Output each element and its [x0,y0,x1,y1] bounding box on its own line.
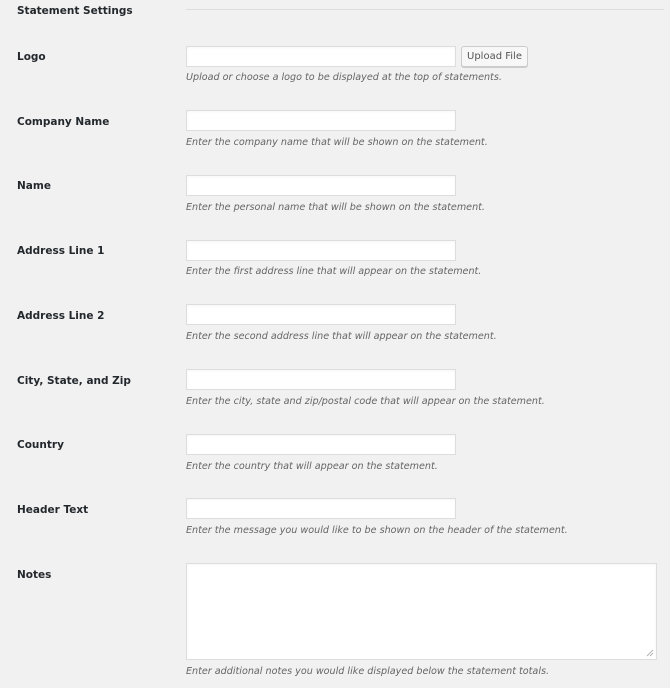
address-line-2-input[interactable] [186,304,456,325]
address-line-2-description: Enter the second address line that will appear on the statement. [186,331,497,342]
address-line-1-input[interactable] [186,240,456,261]
logo-label: Logo [17,51,46,63]
country-input[interactable] [186,434,456,455]
logo-url-input[interactable] [186,46,456,67]
header-text-description: Enter the message you would like to be shown on the header of the statement. [186,525,568,536]
address-line-2-label: Address Line 2 [17,310,105,322]
country-description: Enter the country that will appear on the statement. [186,461,438,472]
notes-textarea[interactable] [186,563,657,660]
resize-grip-icon[interactable] [645,648,654,657]
address-line-1-label: Address Line 1 [17,245,105,257]
name-label: Name [17,180,51,192]
header-text-input[interactable] [186,498,456,519]
city-state-zip-label: City, State, and Zip [17,375,131,387]
section-divider [186,9,664,10]
company-name-input[interactable] [186,110,456,131]
country-label: Country [17,439,64,451]
company-name-description: Enter the company name that will be shown on the statement. [186,137,488,148]
upload-file-button[interactable]: Upload File [461,46,528,67]
city-state-zip-description: Enter the city, state and zip/postal code that will appear on the statement. [186,396,545,407]
name-input[interactable] [186,175,456,196]
logo-description: Upload or choose a logo to be displayed at the top of statements. [186,72,502,83]
notes-description: Enter additional notes you would like displayed below the statement totals. [186,666,550,677]
header-text-label: Header Text [17,504,89,516]
address-line-1-description: Enter the first address line that will appear on the statement. [186,266,482,277]
company-name-label: Company Name [17,116,110,128]
city-state-zip-input[interactable] [186,369,456,390]
notes-label: Notes [17,569,52,581]
name-description: Enter the personal name that will be shown on the statement. [186,202,485,213]
section-title: Statement Settings [17,5,133,17]
